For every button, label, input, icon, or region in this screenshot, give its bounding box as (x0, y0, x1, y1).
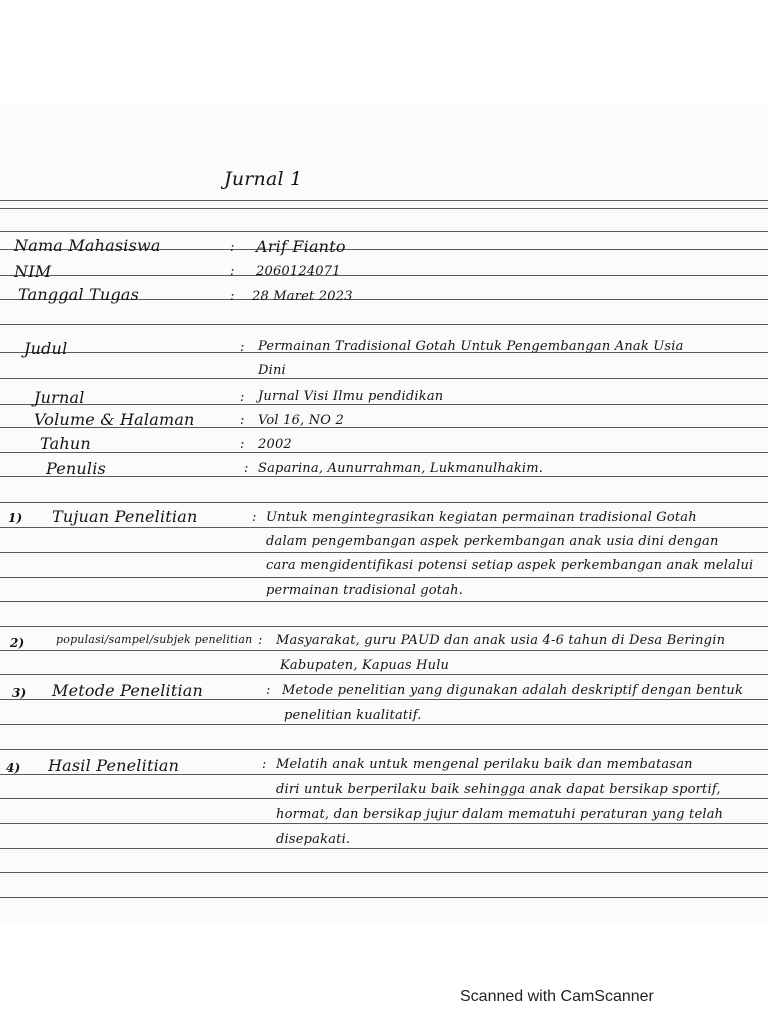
colon: : (244, 461, 249, 476)
ruled-line (0, 823, 768, 824)
hasil-line-4: disepakati. (276, 832, 351, 847)
label-nim: NIM (14, 262, 52, 281)
hasil-line-3: hormat, dan bersikap jujur dalam mematuhi peraturan yang telah (276, 807, 724, 822)
colon: : (258, 633, 263, 648)
tujuan-line-4: permainan tradisional gotah. (266, 583, 464, 598)
colon: : (266, 683, 271, 698)
hasil-line-1: Melatih anak untuk mengenal perilaku baik dan membatasan (276, 757, 693, 772)
tujuan-line-1: Untuk mengintegrasikan kegiatan permainan tradisional Gotah (266, 510, 697, 525)
label-tujuan-penelitian: Tujuan Penelitian (52, 507, 198, 526)
ruled-line (0, 674, 768, 675)
ruled-line (0, 650, 768, 651)
ruled-line (0, 404, 768, 405)
colon: : (230, 264, 235, 279)
ruled-line (0, 897, 768, 898)
ruled-line (0, 324, 768, 325)
ruled-line (0, 231, 768, 232)
colon: : (240, 390, 245, 405)
section-number: 3) (12, 686, 27, 700)
value-tanggal-tugas: 28 Maret 2023 (252, 289, 353, 304)
label-tahun: Tahun (40, 434, 91, 453)
value-volume-halaman: Vol 16, NO 2 (258, 413, 344, 428)
section-number: 4) (6, 761, 21, 775)
label-metode-penelitian: Metode Penelitian (52, 681, 204, 700)
ruled-line (0, 577, 768, 578)
label-jurnal: Jurnal (34, 388, 85, 407)
value-judul-line-2: Dini (258, 363, 286, 378)
metode-line-2: penelitian kualitatif. (284, 708, 422, 723)
colon: : (230, 289, 235, 304)
ruled-line (0, 208, 768, 209)
value-penulis: Saparina, Aunurrahman, Lukmanulhakim. (258, 461, 544, 476)
colon: : (240, 413, 245, 428)
scanner-watermark: Scanned with CamScanner (460, 988, 654, 1005)
ruled-line (0, 275, 768, 276)
value-nim: 2060124071 (256, 264, 341, 279)
ruled-line (0, 452, 768, 453)
value-jurnal: Jurnal Visi Ilmu pendidikan (258, 389, 444, 404)
label-populasi: populasi/sampel/subjek penelitian (56, 633, 253, 646)
ruled-line (0, 724, 768, 725)
label-tanggal-tugas: Tanggal Tugas (18, 285, 140, 304)
tujuan-line-3: cara mengidentifikasi potensi setiap aspek perkembangan anak melalui (266, 558, 754, 573)
colon: : (252, 510, 257, 525)
ruled-line (0, 552, 768, 553)
ruled-line (0, 749, 768, 750)
hasil-line-2: diri untuk berperilaku baik sehingga anak dapat bersikap sportif, (276, 782, 721, 797)
label-volume-halaman: Volume & Halaman (34, 410, 195, 429)
metode-line-1: Metode penelitian yang digunakan adalah deskriptif dengan bentuk (282, 683, 744, 698)
value-tahun: 2002 (258, 437, 292, 452)
ruled-line (0, 200, 768, 201)
ruled-line (0, 502, 768, 503)
populasi-line-1: Masyarakat, guru PAUD dan anak usia 4-6 tahun di Desa Beringin (276, 633, 726, 648)
label-penulis: Penulis (46, 459, 106, 478)
section-number: 2) (10, 636, 25, 650)
value-judul-line-1: Permainan Tradisional Gotah Untuk Pengembangan Anak Usia (258, 339, 684, 354)
colon: : (230, 240, 235, 255)
tujuan-line-2: dalam pengembangan aspek perkembangan anak usia dini dengan (266, 534, 719, 549)
label-judul: Judul (24, 339, 68, 358)
ruled-line (0, 626, 768, 627)
ruled-line (0, 798, 768, 799)
page-title: Jurnal 1 (224, 168, 303, 190)
value-nama-mahasiswa: Arif Fianto (256, 237, 346, 256)
section-number: 1) (8, 511, 23, 525)
ruled-line (0, 476, 768, 477)
populasi-line-2: Kabupaten, Kapuas Hulu (280, 658, 450, 673)
colon: : (240, 340, 245, 355)
ruled-line (0, 872, 768, 873)
ruled-line (0, 848, 768, 849)
colon: : (240, 437, 245, 452)
ruled-line (0, 601, 768, 602)
ruled-line (0, 527, 768, 528)
colon: : (262, 757, 267, 772)
label-nama-mahasiswa: Nama Mahasiswa (14, 236, 161, 255)
ruled-line (0, 378, 768, 379)
label-hasil-penelitian: Hasil Penelitian (48, 756, 180, 775)
